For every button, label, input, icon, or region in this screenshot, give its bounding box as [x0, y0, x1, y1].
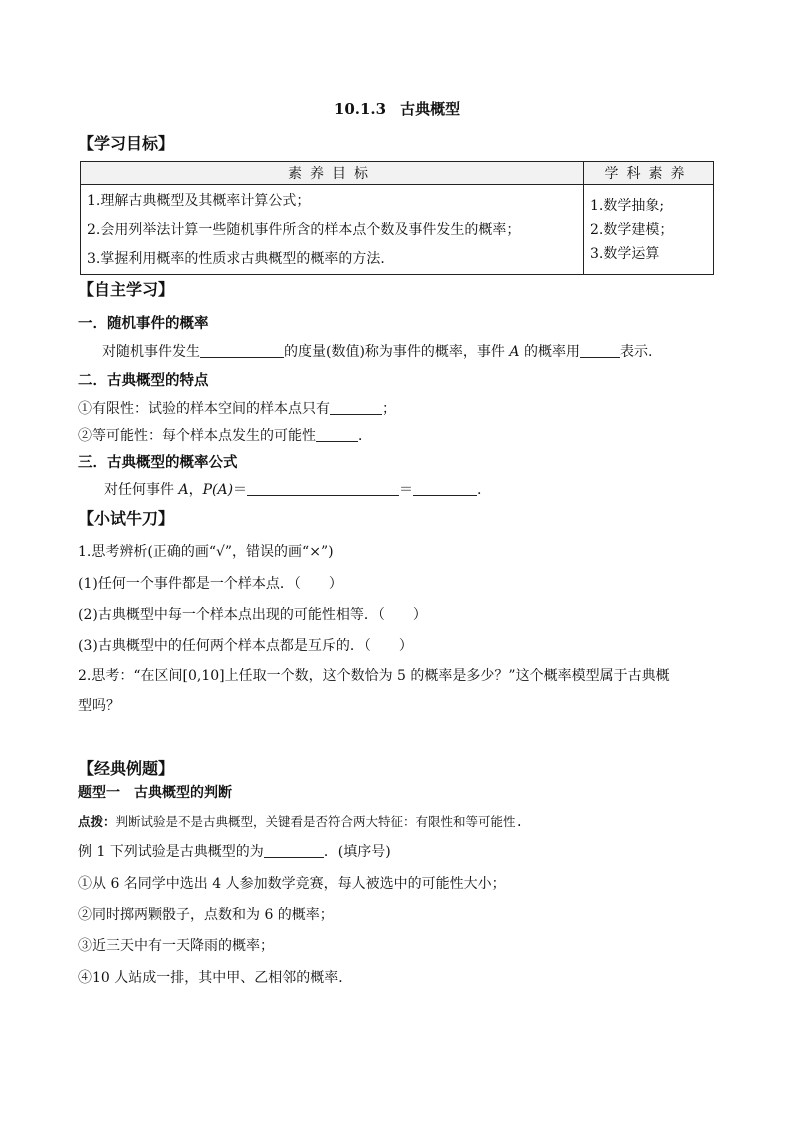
text: 对随机事件发生 — [102, 344, 200, 360]
formula-symbol: P(A) — [202, 482, 234, 498]
goal-item: 3.掌握利用概率的性质求古典概型的概率的方法． — [87, 251, 395, 267]
heading-examples: 【经典例题】 — [78, 759, 175, 778]
literacy-item: 3.数学运算 — [590, 245, 660, 262]
text: ①有限性：试验的样本空间的样本点只有 — [78, 401, 330, 417]
fill-blank — [247, 481, 399, 496]
goal-item: 1.理解古典概型及其概率计算公式； — [87, 193, 311, 209]
heading-goals: 【学习目标】 — [78, 134, 175, 153]
text: ， — [188, 482, 203, 498]
example-item: ④10 人站成一排，其中甲、乙相邻的概率． — [78, 970, 353, 986]
goals-header-right: 学科素养 — [584, 162, 714, 185]
text: ． — [358, 428, 372, 444]
literacy-item: 2.数学建模； — [590, 221, 674, 238]
subheading-features: 二．古典概型的特点 — [78, 372, 209, 389]
goal-item: 2.会用列举法计算一些随机事件所含的样本点个数及事件发生的概率； — [87, 222, 521, 238]
equals-sign: ＝ — [233, 482, 248, 498]
question-1-1: (1)任何一个事件都是一个样本点．（ ） — [78, 576, 343, 592]
tip-line — [78, 812, 523, 830]
text: 的度量(数值)称为事件的概率，事件 — [284, 344, 505, 360]
literacy-item: 1.数学抽象; — [590, 197, 665, 214]
example-item: ③近三天中有一天降雨的概率； — [78, 938, 274, 954]
tip-text: 判断试验是不是古典概型，关键看是否符合两大特征：有限性和等可能性. — [115, 814, 524, 829]
goals-table — [80, 161, 714, 275]
question-1: 1.思考辨析(正确的画“√”，错误的画“×”) — [78, 544, 334, 560]
paragraph-probability-definition — [102, 341, 652, 361]
variable: A — [178, 482, 189, 498]
tip-label: 点拨： — [78, 814, 116, 829]
text: ．(填序号) — [323, 844, 391, 860]
subheading-random-event: 一．随机事件的概率 — [78, 315, 209, 332]
title-text: 古典概型 — [400, 100, 461, 118]
fill-blank — [200, 343, 284, 358]
variable: A — [509, 344, 520, 360]
goals-right-cell — [584, 185, 714, 275]
example-1 — [78, 841, 391, 861]
example-item: ①从 6 名同学中选出 4 人参加数学竞赛，每人被选中的可能性大小； — [78, 876, 506, 892]
fill-blank — [264, 843, 324, 858]
fill-blank — [316, 427, 358, 442]
goals-left-cell — [81, 185, 584, 275]
equals-sign: ＝ — [399, 482, 414, 498]
probability-formula — [104, 479, 482, 499]
question-2-line-1: 2.思考：“在区间[0,10]上任取一个数，这个数恰为 5 的概率是多少？”这个概率模型属于古典概 — [78, 668, 670, 684]
text: 表示. — [619, 344, 653, 360]
heading-self-study: 【自主学习】 — [78, 280, 175, 299]
text: 的概率用 — [523, 344, 580, 360]
text: 例 1 下列试验是古典概型的为 — [78, 844, 264, 860]
example-item: ②同时掷两颗骰子，点数和为 6 的概率； — [78, 907, 334, 923]
question-1-3: (3)古典概型中的任何两个样本点都是互斥的．（ ） — [78, 638, 413, 654]
heading-practice: 【小试牛刀】 — [78, 509, 175, 528]
text: ②等可能性：每个样本点发生的可能性 — [78, 428, 316, 444]
question-1-2: (2)古典概型中每一个样本点出现的可能性相等．（ ） — [78, 607, 427, 623]
type-heading: 题型一 古典概型的判断 — [78, 785, 232, 801]
feature-finiteness — [78, 398, 396, 418]
goals-header-left: 素养目标 — [81, 162, 584, 185]
subheading-formula: 三．古典概型的概率公式 — [78, 454, 238, 471]
fill-blank — [413, 481, 477, 496]
question-2-line-2: 型吗？ — [78, 698, 120, 714]
fill-blank — [580, 343, 620, 358]
text: 对任何事件 — [104, 482, 174, 498]
page-title — [0, 98, 794, 119]
fill-blank — [330, 400, 382, 415]
text: . — [477, 482, 482, 498]
section-number: 10.1.3 — [333, 100, 387, 118]
feature-equal-likelihood — [78, 425, 372, 445]
text: ； — [382, 401, 396, 417]
